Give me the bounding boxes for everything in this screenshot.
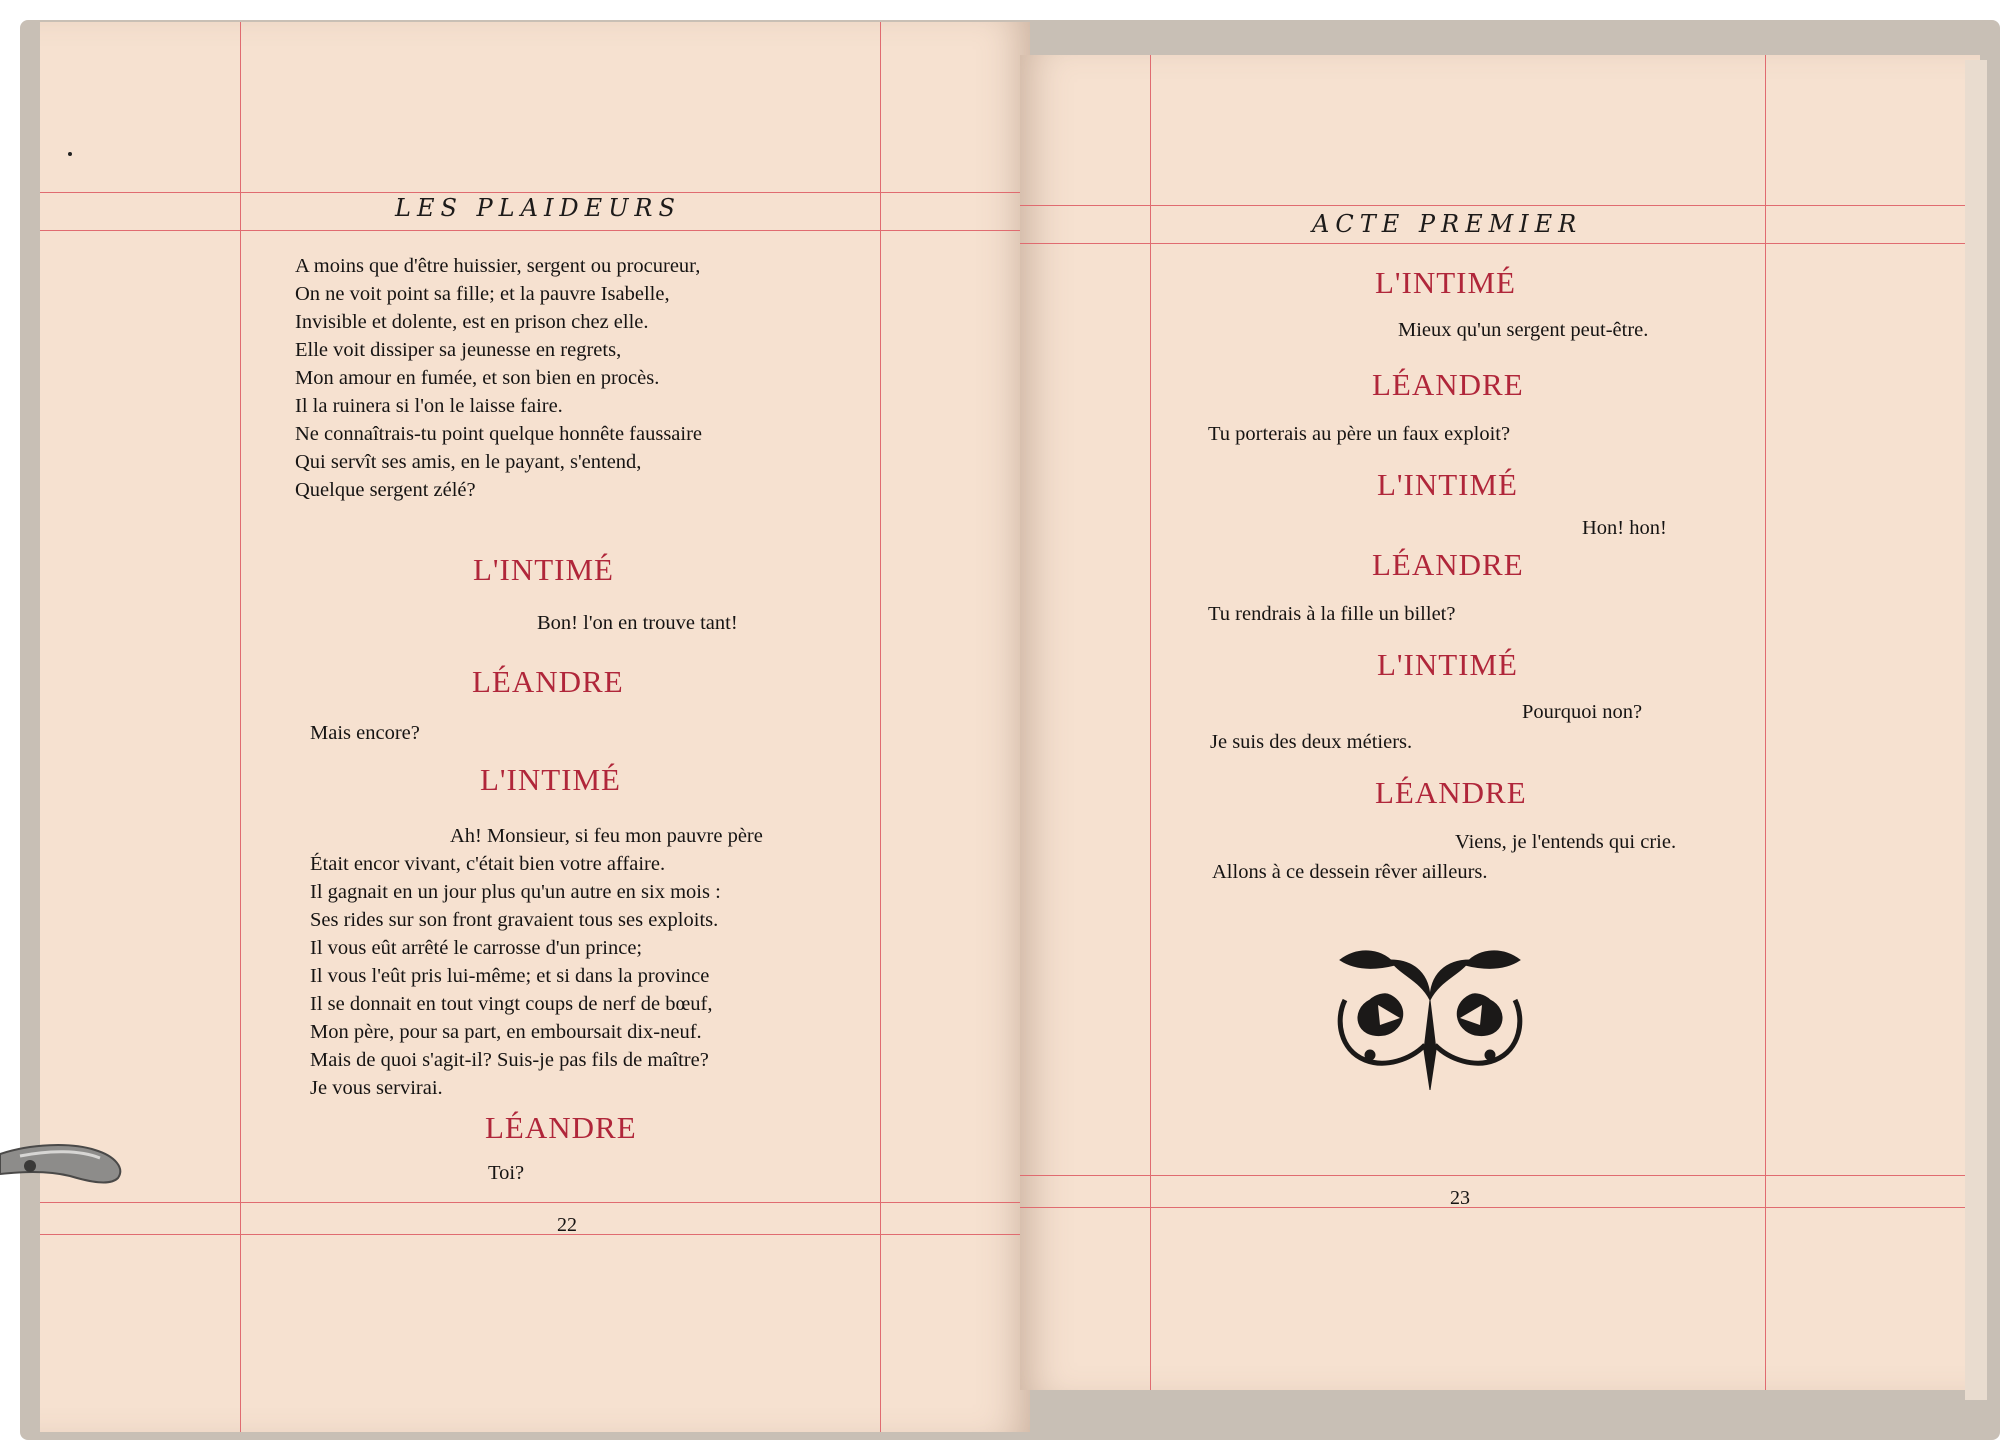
speaker-name: LÉANDRE: [1375, 775, 1527, 810]
verse-line: Je vous servirai.: [310, 1077, 443, 1099]
page-clip: [0, 1132, 130, 1192]
margin-rule-right: [880, 22, 881, 1432]
foot-rule-top: [40, 1202, 1030, 1203]
verse-line: Il vous eût arrêté le carrosse d'un prince;: [310, 937, 643, 959]
verse-line: Ses rides sur son front gravaient tous ses exploits.: [310, 909, 719, 931]
page-number: 22: [557, 1214, 577, 1236]
verse-line: Toi?: [488, 1162, 525, 1184]
foot-rule-top: [1020, 1175, 1980, 1176]
margin-rule-left: [240, 22, 241, 1432]
verse-line: Mais de quoi s'agit-il? Suis-je pas fils de maître?: [310, 1049, 709, 1071]
verse-line: Mais encore?: [310, 722, 420, 744]
speaker-name: L'INTIMÉ: [480, 762, 621, 797]
verse-line: Ne connaîtrais-tu point quelque honnête faussaire: [295, 423, 703, 445]
verse-line: Elle voit dissiper sa jeunesse en regrets,: [295, 339, 622, 361]
margin-rule-left: [1150, 55, 1151, 1390]
foot-rule-bottom: [1020, 1207, 1980, 1208]
head-rule-bottom: [1020, 243, 1980, 244]
ink-dot: [68, 152, 72, 156]
speaker-name: L'INTIMÉ: [1377, 647, 1518, 682]
verse-line: Il se donnait en tout vingt coups de nerf de bœuf,: [310, 993, 713, 1015]
speaker-name: L'INTIMÉ: [1375, 265, 1516, 300]
speaker-name: LÉANDRE: [1372, 367, 1524, 402]
left-page: [40, 22, 1030, 1432]
verse-line: Était encor vivant, c'était bien votre affaire.: [310, 853, 666, 875]
opening-verse: [295, 252, 702, 504]
verse-line: Ah! Monsieur, si feu mon pauvre père: [450, 825, 763, 847]
speaker-name: LÉANDRE: [1372, 547, 1524, 582]
verse-line: Viens, je l'entends qui crie.: [1455, 831, 1677, 853]
verse-line: Invisible et dolente, est en prison chez elle.: [295, 311, 649, 333]
verse-line: Il gagnait en un jour plus qu'un autre en six mois :: [310, 881, 721, 903]
running-head: ACTE PREMIER: [1312, 210, 1583, 238]
verse-line: Hon! hon!: [1582, 517, 1667, 539]
verse-line: Mon amour en fumée, et son bien en procès.: [295, 367, 660, 389]
verse-line: A moins que d'être huissier, sergent ou procureur,: [295, 255, 701, 277]
running-head: LES PLAIDEURS: [395, 194, 681, 222]
page-number: 23: [1450, 1187, 1470, 1209]
verse-line: Pourquoi non?: [1522, 701, 1643, 723]
verse-line: Allons à ce dessein rêver ailleurs.: [1212, 861, 1488, 883]
long-speech: [310, 822, 763, 1102]
page-edge-stack: [1965, 60, 1987, 1400]
verse-line: Il la ruinera si l'on le laisse faire.: [295, 395, 563, 417]
verse-line: Bon! l'on en trouve tant!: [537, 612, 738, 634]
verse-line: Tu rendrais à la fille un billet?: [1208, 603, 1456, 625]
speaker-name: LÉANDRE: [485, 1110, 637, 1145]
head-rule-top: [1020, 205, 1980, 206]
verse-line: Quelque sergent zélé?: [295, 479, 476, 501]
verse-line: Qui servît ses amis, en le payant, s'entend,: [295, 451, 642, 473]
verse-line: Je suis des deux métiers.: [1210, 731, 1413, 753]
verse-line: Tu porterais au père un faux exploit?: [1208, 423, 1511, 445]
verse-line: Mon père, pour sa part, en emboursait dix-neuf.: [310, 1021, 702, 1043]
head-rule-bottom: [40, 230, 1030, 231]
foot-rule-bottom: [40, 1234, 1030, 1235]
leaf-ornament-icon: [1330, 940, 1530, 1090]
verse-line: On ne voit point sa fille; et la pauvre Isabelle,: [295, 283, 670, 305]
verse-line: Il vous l'eût pris lui-même; et si dans la province: [310, 965, 710, 987]
head-rule-top: [40, 192, 1030, 193]
speaker-name: LÉANDRE: [472, 664, 624, 699]
verse-line: Mieux qu'un sergent peut-être.: [1398, 319, 1649, 341]
right-page: [1020, 55, 1980, 1390]
speaker-name: L'INTIMÉ: [473, 552, 614, 587]
margin-rule-right: [1765, 55, 1766, 1390]
speaker-name: L'INTIMÉ: [1377, 467, 1518, 502]
